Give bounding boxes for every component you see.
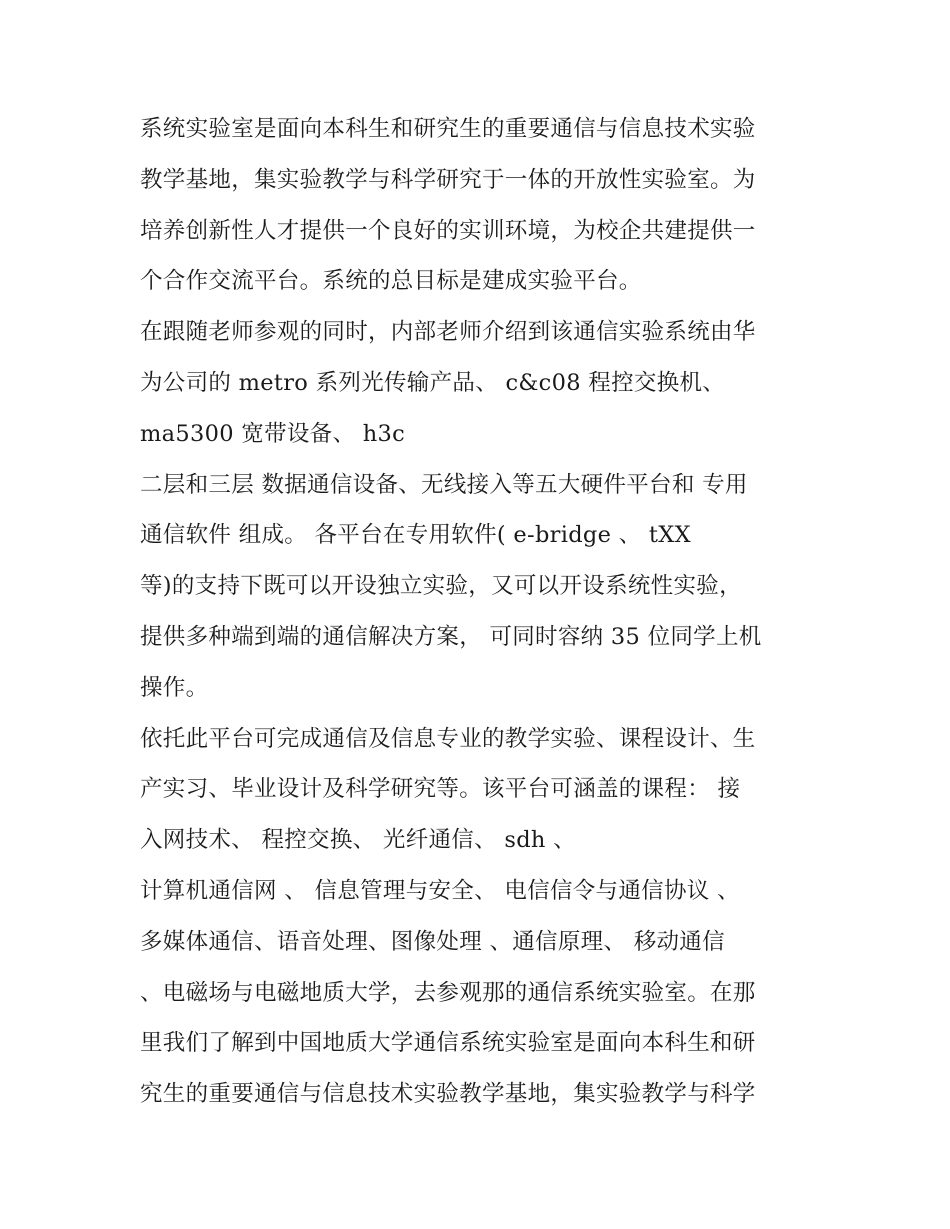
text-line: 、电磁场与电磁地质大学，去参观那的通信系统实验室。在那: [140, 979, 756, 1006]
text-line: 计算机通信网 、 信息管理与安全、 电信信令与通信协议 、: [140, 877, 740, 904]
text-line: 依托此平台可完成通信及信息专业的教学实验、课程设计、生: [140, 725, 756, 752]
text-line: 产实习、毕业设计及科学研究等。该平台可涵盖的课程： 接: [140, 776, 741, 803]
text-line: 个合作交流平台。系统的总目标是建成实验平台。: [140, 268, 642, 295]
text-line: ma5300 宽带设备、 h3c: [140, 420, 406, 447]
text-line: 二层和三层 数据通信设备、无线接入等五大硬件平台和 专用: [140, 471, 748, 498]
document-body: [140, 104, 830, 1120]
text-line: 里我们了解到中国地质大学通信系统实验室是面向本科生和研: [140, 1030, 756, 1057]
text-line: 操作。: [140, 674, 209, 701]
text-line: 培养创新性人才提供一个良好的实训环境，为校企共建提供一: [140, 217, 756, 244]
text-line: 通信软件 组成。 各平台在专用软件( e-bridge 、 tXX: [140, 522, 691, 549]
text-line: 系统实验室是面向本科生和研究生的重要通信与信息技术实验: [140, 116, 756, 142]
text-line: 在跟随老师参观的同时，内部老师介绍到该通信实验系统由华: [140, 319, 756, 346]
text-line: 多媒体通信、语音处理、图像处理 、通信原理、 移动通信: [140, 928, 725, 955]
text-line: 等)的支持下既可以开设独立实验，又可以开设系统性实验，: [140, 573, 742, 600]
text-line: 入网技术、 程控交换、 光纤通信、 sdh 、: [140, 827, 576, 854]
text-line: 究生的重要通信与信息技术实验教学基地，集实验教学与科学: [140, 1081, 756, 1108]
text-line: 教学基地，集实验教学与科学研究于一体的开放性实验室。为: [140, 166, 756, 193]
text-line: 为公司的 metro 系列光传输产品、 c&c08 程控交换机、: [140, 369, 726, 396]
text-line: 提供多种端到端的通信解决方案， 可同时容纳 35 位同学上机: [140, 623, 762, 650]
